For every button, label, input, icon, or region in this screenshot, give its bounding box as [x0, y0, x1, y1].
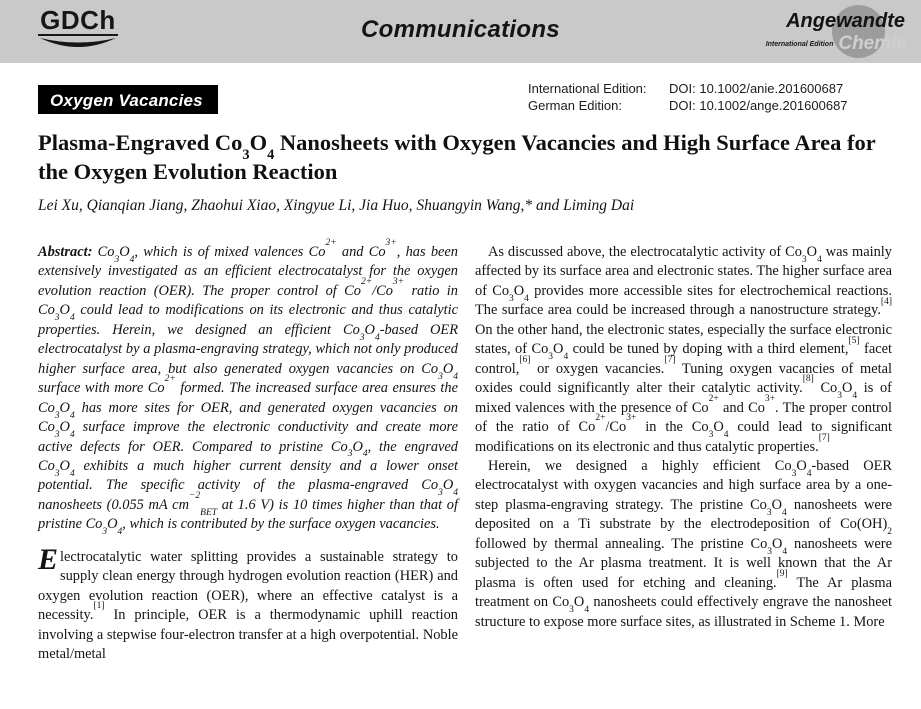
- german-edition-label: German Edition:: [528, 98, 622, 113]
- intro-dropcap: E: [38, 542, 59, 576]
- angewandte-name: Angewandte: [786, 10, 905, 32]
- authors-line: Lei Xu, Qianqian Jiang, Zhaohui Xiao, Xingyue Li, Jia Huo, Shuangyin Wang,* and Liming Dai: [38, 197, 635, 214]
- left-column: [38, 238, 459, 665]
- international-edition-doi: DOI: 10.1002/anie.201600687: [669, 81, 844, 96]
- right-column: [475, 243, 892, 665]
- body-paragraph-1: As discussed above, the electrocatalytic activity of $Co_3O_4$ was mainly affected by its surface area and electronic states. The higher surface area of $Co_3O_4$ provides more accessible sites for electrochemical reactions. The surface area could be increased through a nanostructure strategy.[4] On the other hand, the electronic states, especially the surface electronic states, of $Co_3O_4$ could be tuned by doping with a third element,[5] facet control,[6] or oxygen vacancies.[7] Tuning oxygen vacancies of metal oxides could significantly alter their catalytic activity.[8] $Co_3O_4$ is of mixed valences with the presence of $Co^{2+}$ and $Co^{3+}$. The proper control of the ratio of $Co^{2+}/Co^{3+}$ in the $Co_3O_4$ could lead to significant modifications on its electronic and thus catalytic properties.[7]: [475, 244, 893, 455]
- abstract-label: Abstract:: [38, 244, 93, 260]
- international-edition-row: [528, 80, 848, 97]
- angewandte-international-edition: International Edition: [765, 41, 834, 48]
- intro-paragraph: [38, 542, 458, 665]
- article-body: [38, 238, 893, 665]
- edition-doi-block: [528, 80, 848, 114]
- german-edition-doi: DOI: 10.1002/ange.201600687: [669, 98, 848, 113]
- intro-text: lectrocatalytic water splitting provides a sustainable strategy to supply clean energy through hydrogen evolution reaction (HER) and oxygen evolution reaction (OER), where an effective catalyst is a necessity.[1] In principle, OER is a thermodynamic uphill reaction involving a stepwise four-electron transfer at a high overpotential. Noble metal/metal: [38, 548, 458, 663]
- abstract-text: $Co_3O_4$, which is of mixed valences $Co^{2+}$ and $Co^{3+}$, has been extensively investigated as an efficient electrocatalyst for the oxygen evolution reaction (OER). The proper control of $Co^{2+}/Co^{3+}$ ratio in $Co_3O_4$ could lead to modifications on its electronic and thus catalytic properties. Herein, we designed an efficient $Co_3O_4$-based OER electrocatalyst by a plasma-engraving strategy, which not only produced higher surface area, but also generated oxygen vacancies on $Co_3O_4$ surface with more $Co^{2+}$ formed. The increased surface area ensures the $Co_3O_4$ has more sites for OER, and generated oxygen vacancies on $Co_3O_4$ surface improve the electronic conductivity and create more active defects for OER. Compared to pristine $Co_3O_4$, the engraved $Co_3O_4$ exhibits a much higher current density and a lower onset potential. The specific activity of the plasma-engraved $Co_3O_4$ nanosheets (0.055 mA $cm^{-2}_{BET}$ at 1.6 V) is 10 times higher than that of pristine $Co_3O_4$, which is contributed by the surface oxygen vacancies.: [38, 238, 459, 538]
- angewandte-chemie: Chemie: [838, 33, 907, 54]
- gdch-logo-text: GDCh: [40, 5, 116, 35]
- german-edition-row: [528, 97, 848, 114]
- article-title: Plasma-Engraved $Co_3O_4$ Nanosheets with Oxygen Vacancies and High Surface Area for the Oxygen Evolution Reaction: [38, 130, 876, 184]
- international-edition-label: International Edition:: [528, 81, 647, 96]
- topic-badge: Oxygen Vacancies: [38, 85, 218, 114]
- abstract-paragraph: [38, 238, 459, 538]
- angewandte-logo: [755, 0, 915, 63]
- angewandte-subline: [766, 33, 907, 55]
- journal-section-title: Communications: [361, 16, 560, 43]
- journal-header-band: [0, 0, 921, 63]
- body-paragraph-2: Herein, we designed a highly efficient $Co_3O_4$-based OER electrocatalyst with oxygen vacancies and high surface area by a one-step plasma-engraving strategy. The pristine $Co_3O_4$ nanosheets were deposited on a Ti substrate by the electrodeposition of $Co(OH)_2$ followed by thermal annealing. The pristine $Co_3O_4$ nanosheets were subjected to the Ar plasma treatment. It is well known that the Ar plasma is often used for etching and cleaning.[9] The Ar plasma treatment on $Co_3O_4$ nanosheets could effectively engrave the nanosheet structure to expose more surface sites, as illustrated in Scheme 1. More: [475, 457, 893, 630]
